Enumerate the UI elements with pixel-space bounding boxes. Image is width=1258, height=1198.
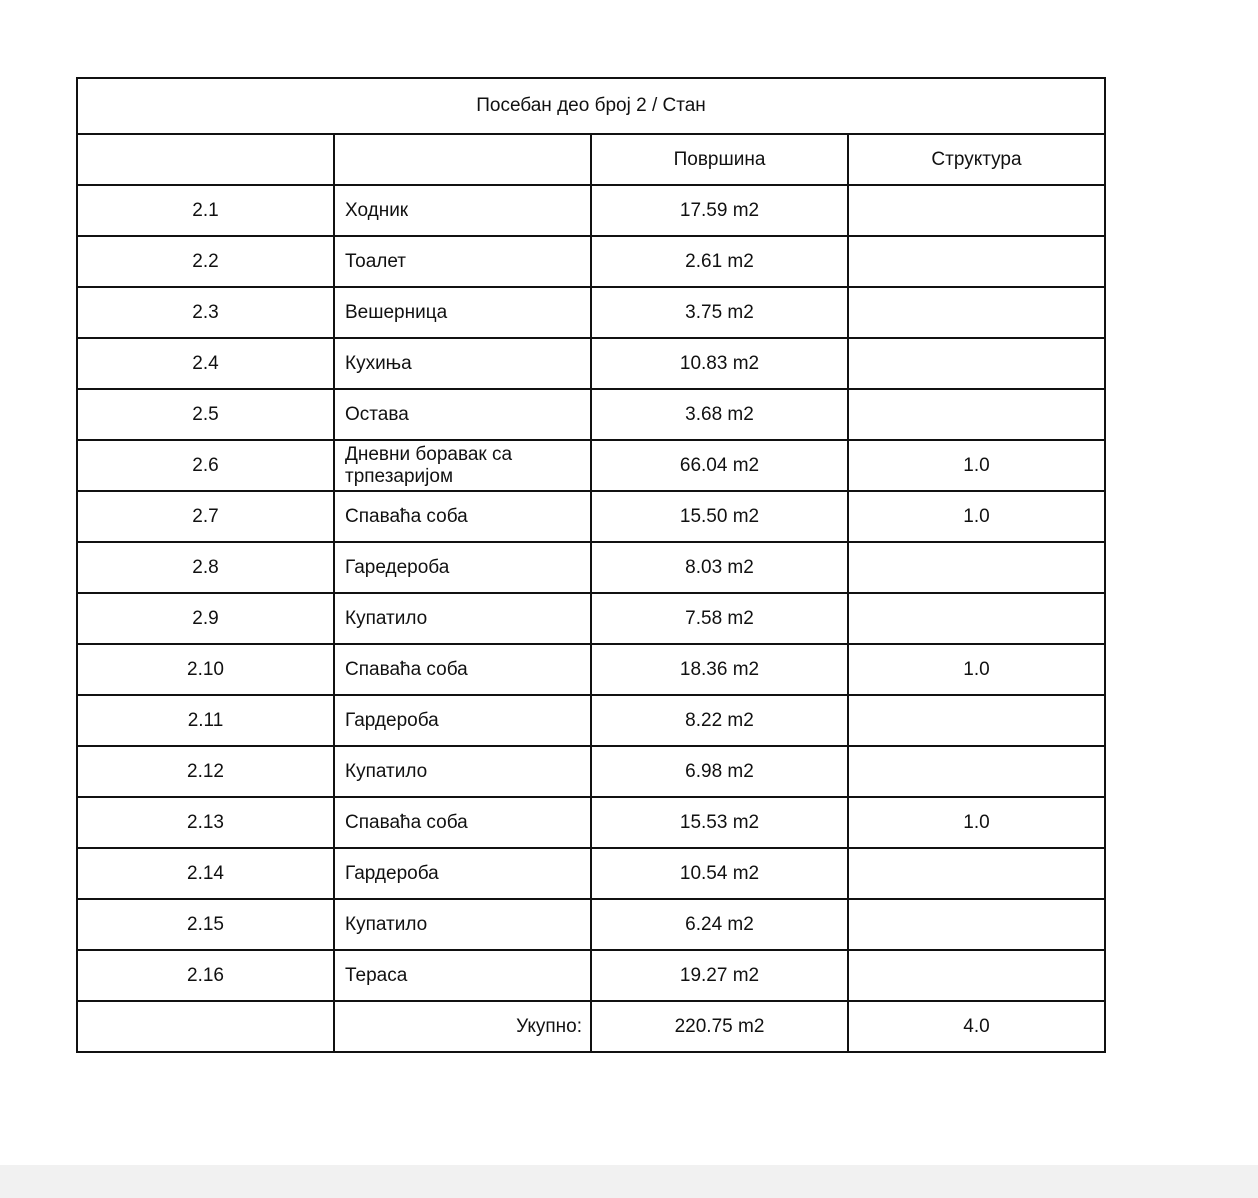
room-structure: 1.0 bbox=[848, 491, 1105, 542]
row-number: 2.6 bbox=[77, 440, 334, 491]
table-row bbox=[77, 491, 1105, 542]
room-structure bbox=[848, 287, 1105, 338]
table-header-row bbox=[77, 134, 1105, 185]
total-label: Укупно: bbox=[334, 1001, 591, 1052]
table-row bbox=[77, 389, 1105, 440]
room-area-table bbox=[76, 77, 1106, 1053]
table-row bbox=[77, 185, 1105, 236]
total-num-empty bbox=[77, 1001, 334, 1052]
room-area: 10.83 m2 bbox=[591, 338, 848, 389]
row-number: 2.1 bbox=[77, 185, 334, 236]
table-row bbox=[77, 542, 1105, 593]
room-name: Вешерница bbox=[334, 287, 591, 338]
row-number: 2.13 bbox=[77, 797, 334, 848]
room-name: Спаваћа соба bbox=[334, 491, 591, 542]
room-structure bbox=[848, 338, 1105, 389]
room-area: 7.58 m2 bbox=[591, 593, 848, 644]
room-name: Кухиња bbox=[334, 338, 591, 389]
room-structure bbox=[848, 542, 1105, 593]
table-row bbox=[77, 236, 1105, 287]
room-structure bbox=[848, 899, 1105, 950]
total-area: 220.75 m2 bbox=[591, 1001, 848, 1052]
header-area: Површина bbox=[591, 134, 848, 185]
header-num bbox=[77, 134, 334, 185]
room-structure bbox=[848, 950, 1105, 1001]
room-structure: 1.0 bbox=[848, 644, 1105, 695]
room-structure: 1.0 bbox=[848, 797, 1105, 848]
row-number: 2.7 bbox=[77, 491, 334, 542]
room-area: 10.54 m2 bbox=[591, 848, 848, 899]
room-name: Спаваћа соба bbox=[334, 797, 591, 848]
room-area: 6.24 m2 bbox=[591, 899, 848, 950]
room-name: Тоалет bbox=[334, 236, 591, 287]
room-area: 3.68 m2 bbox=[591, 389, 848, 440]
total-row bbox=[77, 1001, 1105, 1052]
table-row bbox=[77, 899, 1105, 950]
room-area: 3.75 m2 bbox=[591, 287, 848, 338]
bottom-band bbox=[0, 1165, 1258, 1198]
table-row bbox=[77, 695, 1105, 746]
row-number: 2.8 bbox=[77, 542, 334, 593]
room-structure bbox=[848, 593, 1105, 644]
room-structure: 1.0 bbox=[848, 440, 1105, 491]
room-name: Тераса bbox=[334, 950, 591, 1001]
row-number: 2.5 bbox=[77, 389, 334, 440]
room-structure bbox=[848, 695, 1105, 746]
row-number: 2.16 bbox=[77, 950, 334, 1001]
table-row bbox=[77, 338, 1105, 389]
row-number: 2.4 bbox=[77, 338, 334, 389]
room-name: Купатило bbox=[334, 899, 591, 950]
room-name: Гардероба bbox=[334, 695, 591, 746]
row-number: 2.3 bbox=[77, 287, 334, 338]
table-row bbox=[77, 644, 1105, 695]
table-row bbox=[77, 848, 1105, 899]
room-area: 66.04 m2 bbox=[591, 440, 848, 491]
table-row bbox=[77, 746, 1105, 797]
room-area: 8.22 m2 bbox=[591, 695, 848, 746]
room-structure bbox=[848, 746, 1105, 797]
room-area: 15.53 m2 bbox=[591, 797, 848, 848]
table-title: Посебан део број 2 / Стан bbox=[77, 78, 1105, 134]
table-title-row bbox=[77, 78, 1105, 134]
room-name: Ходник bbox=[334, 185, 591, 236]
row-number: 2.12 bbox=[77, 746, 334, 797]
table-row bbox=[77, 593, 1105, 644]
room-area: 18.36 m2 bbox=[591, 644, 848, 695]
room-structure bbox=[848, 185, 1105, 236]
room-area: 2.61 m2 bbox=[591, 236, 848, 287]
room-name: Купатило bbox=[334, 746, 591, 797]
room-area: 19.27 m2 bbox=[591, 950, 848, 1001]
row-number: 2.10 bbox=[77, 644, 334, 695]
row-number: 2.15 bbox=[77, 899, 334, 950]
room-name: Остава bbox=[334, 389, 591, 440]
row-number: 2.14 bbox=[77, 848, 334, 899]
table-row bbox=[77, 440, 1105, 491]
total-structure: 4.0 bbox=[848, 1001, 1105, 1052]
room-area: 6.98 m2 bbox=[591, 746, 848, 797]
room-structure bbox=[848, 236, 1105, 287]
header-name bbox=[334, 134, 591, 185]
table-row bbox=[77, 287, 1105, 338]
room-name: Дневни боравак са трпезаријом bbox=[334, 440, 591, 491]
header-structure: Структура bbox=[848, 134, 1105, 185]
table-row bbox=[77, 950, 1105, 1001]
room-name: Купатило bbox=[334, 593, 591, 644]
room-name: Гардероба bbox=[334, 848, 591, 899]
row-number: 2.11 bbox=[77, 695, 334, 746]
room-area: 15.50 m2 bbox=[591, 491, 848, 542]
room-area: 17.59 m2 bbox=[591, 185, 848, 236]
room-area: 8.03 m2 bbox=[591, 542, 848, 593]
room-name: Гаредероба bbox=[334, 542, 591, 593]
row-number: 2.2 bbox=[77, 236, 334, 287]
room-structure bbox=[848, 848, 1105, 899]
table-row bbox=[77, 797, 1105, 848]
room-name: Спаваћа соба bbox=[334, 644, 591, 695]
row-number: 2.9 bbox=[77, 593, 334, 644]
room-structure bbox=[848, 389, 1105, 440]
